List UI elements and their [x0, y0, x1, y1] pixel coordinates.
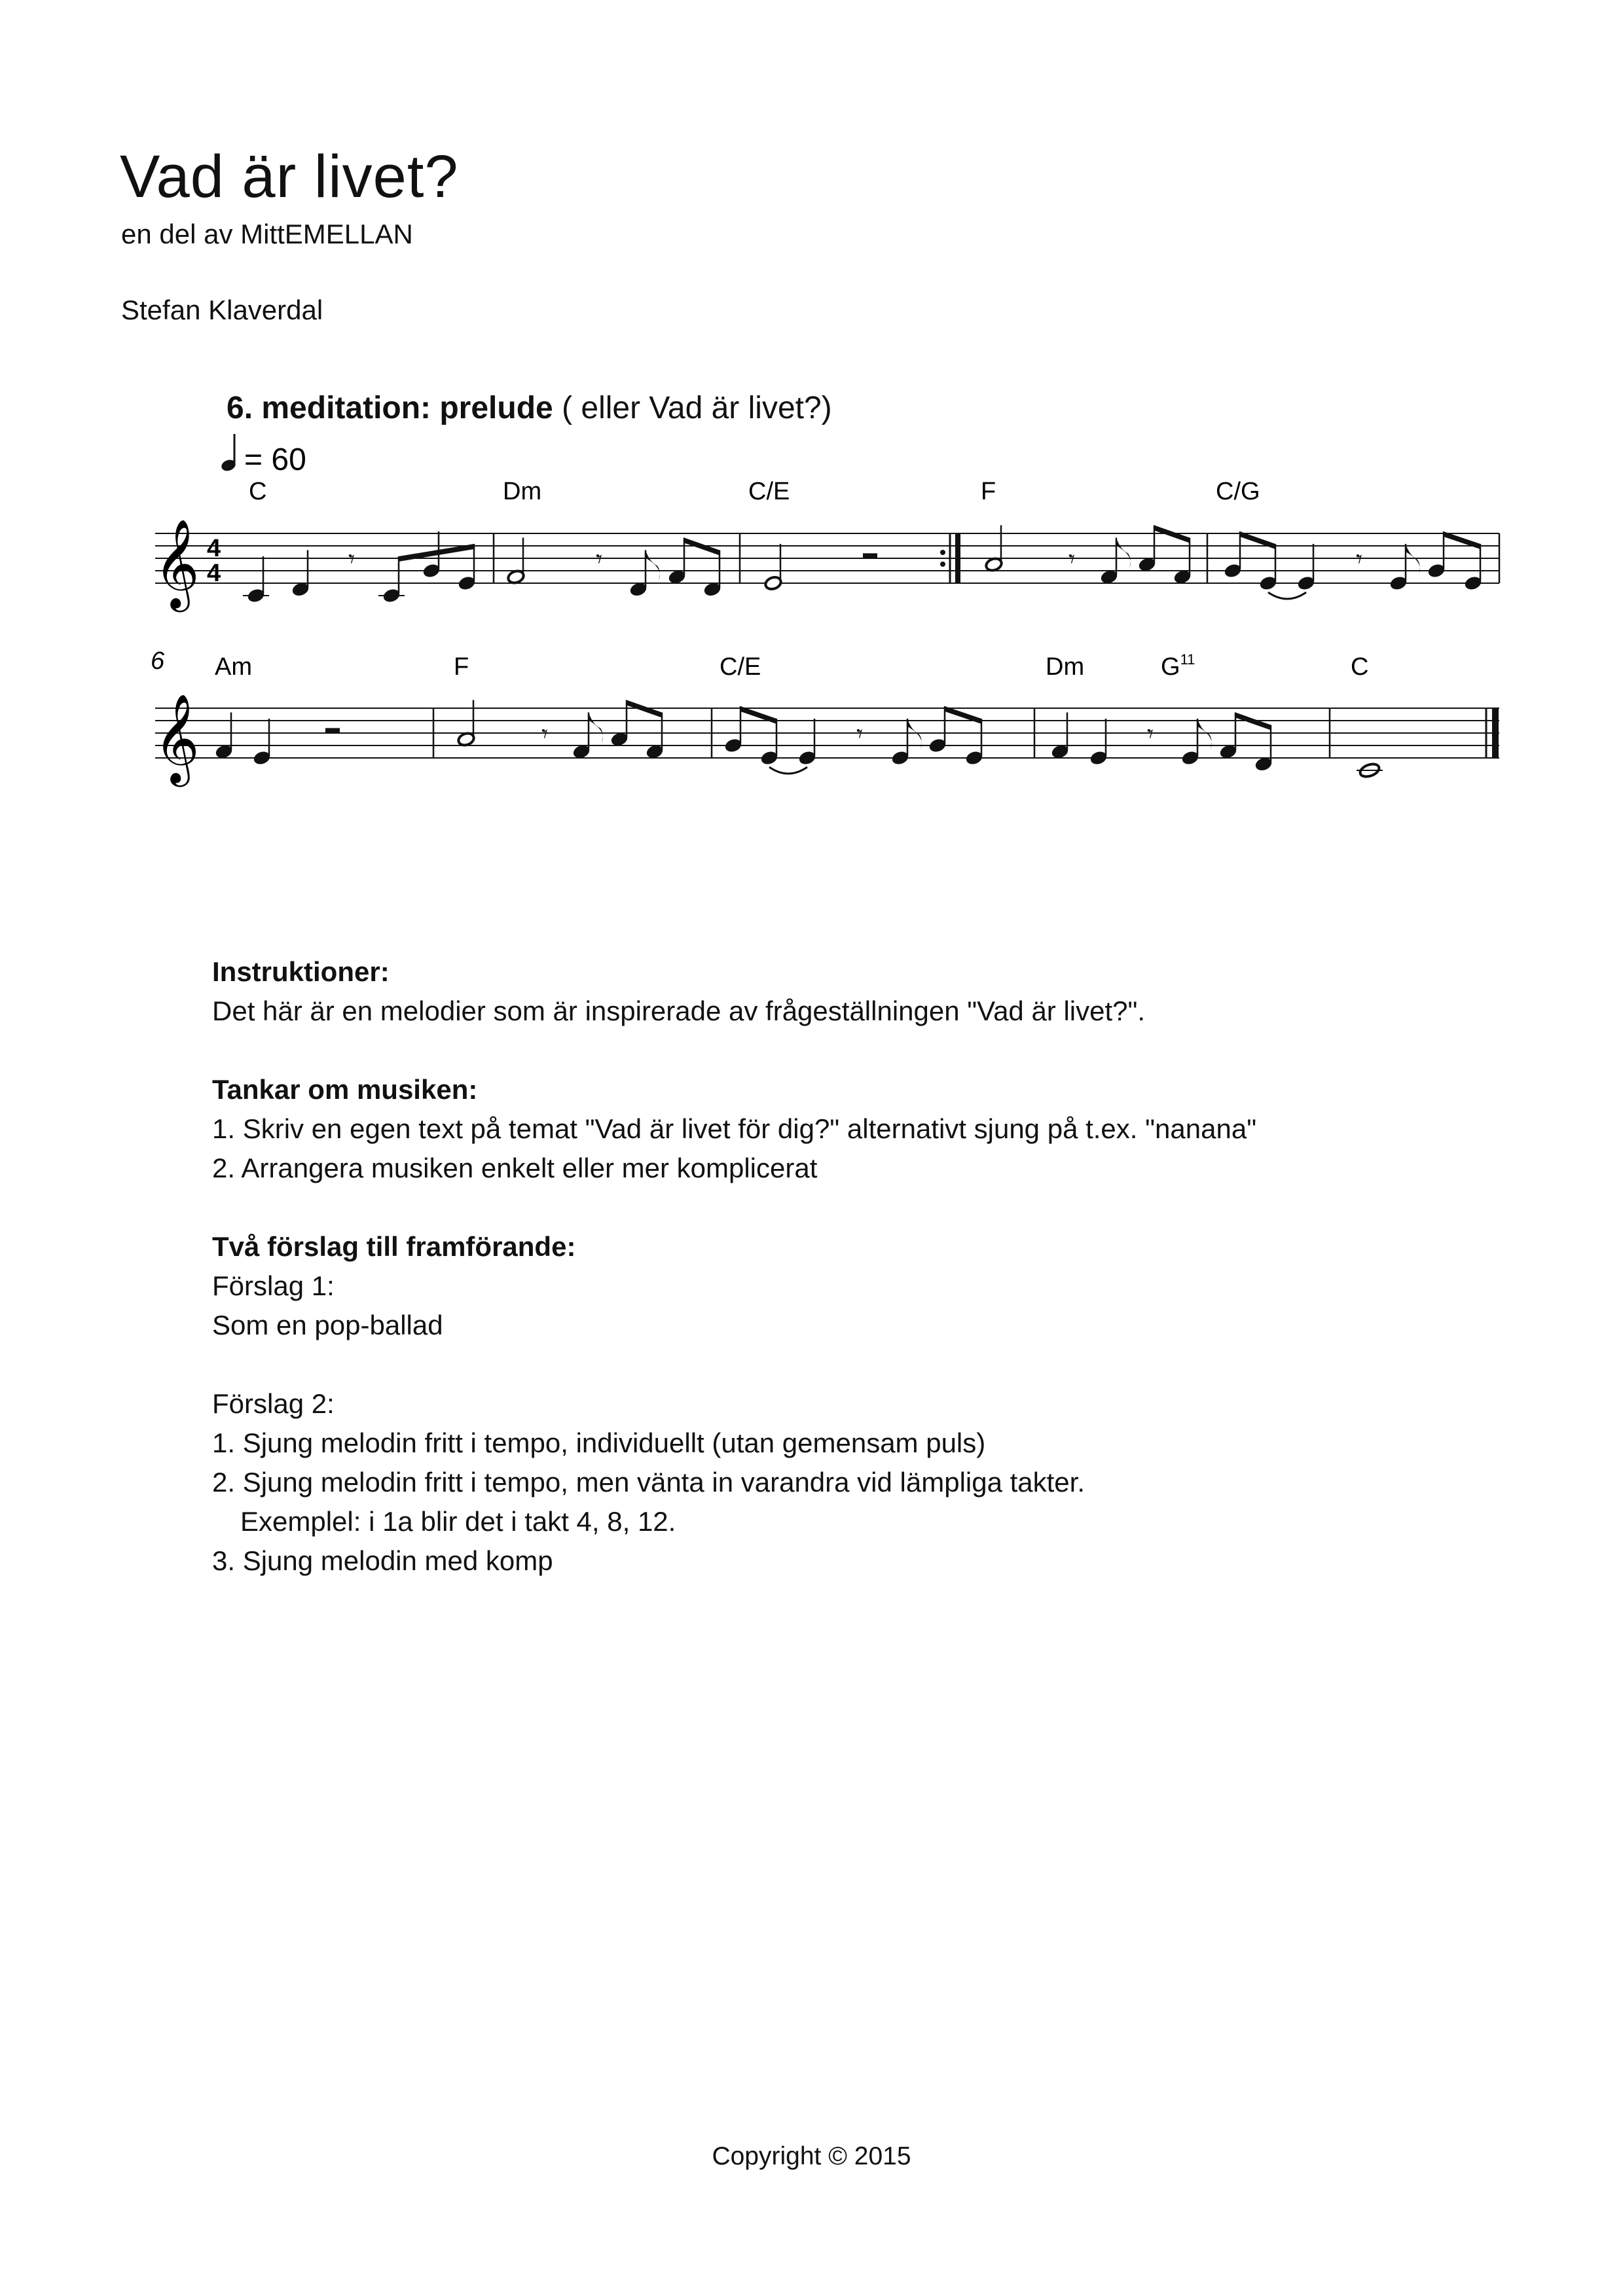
measure-number: 6 [151, 647, 165, 675]
half-rest-icon: ▬ [863, 545, 877, 561]
proposal-1-text: Som en pop-ballad [212, 1310, 443, 1340]
note-tie [1268, 592, 1306, 599]
note-flag [589, 713, 603, 743]
chord-symbol: C [1351, 653, 1369, 681]
notes-system-2 [215, 700, 1383, 780]
half-rest-icon: ▬ [325, 719, 340, 736]
document-subtitle: en del av MittEMELLAN [121, 219, 413, 249]
proposal-2-item: 3. Sjung melodin med komp [212, 1545, 553, 1576]
eighth-rest-icon: 𝄾 [1068, 546, 1076, 573]
chord-symbol: C/E [720, 653, 761, 681]
instructions-section [212, 952, 1456, 1581]
copyright-notice: Copyright © 2015 [712, 2142, 911, 2170]
eighth-rest-icon: 𝄾 [348, 546, 356, 573]
staff-lines-2 [155, 708, 1499, 758]
proposal-2-item: 2. Sjung melodin fritt i tempo, men vänta in varandra vid lämpliga takter. [212, 1467, 1085, 1498]
proposal-1-label: Förslag 1: [212, 1270, 335, 1301]
chord-symbol: C/G [1216, 478, 1260, 505]
tempo-value: = 60 [244, 442, 306, 477]
eighth-rest-icon: 𝄾 [1147, 721, 1154, 748]
instructions-heading: Instruktioner: [212, 956, 390, 987]
chord-symbol: Dm [503, 478, 542, 505]
score-heading-bold: 6. meditation: prelude [227, 391, 553, 425]
chord-root: G [1161, 653, 1180, 681]
score-heading-rest: ( eller Vad är livet?) [553, 391, 832, 425]
note-tie [769, 767, 807, 774]
chord-symbol: C/E [748, 478, 790, 505]
treble-clef-icon: 𝄞 [154, 695, 200, 781]
chord-symbol: C [249, 478, 267, 505]
eighth-rest-icon: 𝄾 [541, 721, 549, 748]
staff-system-1 [154, 478, 1499, 612]
note-flag [646, 550, 660, 581]
proposal-2-item-example: Exemplel: i 1a blir det i takt 4, 8, 12. [240, 1506, 676, 1537]
chord-superscript: 11 [1180, 651, 1195, 668]
proposal-2-item: 1. Sjung melodin fritt i tempo, individuellt (utan gemensam puls) [212, 1427, 986, 1458]
music-thought-item: 1. Skriv en egen text på temat "Vad är livet för dig?" alternativt sjung på t.ex. "nanana" [212, 1113, 1257, 1144]
proposal-2-label: Förslag 2: [212, 1388, 335, 1419]
staff-system-2 [151, 647, 1499, 787]
staff-lines-1 [155, 533, 1499, 583]
document-title: Vad är livet? [120, 143, 459, 210]
chord-symbol: F [981, 478, 996, 505]
sheet-music [0, 0, 1623, 851]
composer-name: Stefan Klaverdal [121, 295, 323, 325]
tempo-marking [220, 434, 306, 477]
treble-clef-icon: 𝄞 [154, 520, 200, 607]
instructions-text: Det här är en melodier som är inspirerade av frågeställningen "Vad är livet?". [212, 996, 1146, 1026]
notes-system-1 [243, 526, 1482, 604]
chord-symbol: Dm [1046, 653, 1085, 681]
eighth-rest-icon: 𝄾 [856, 721, 864, 748]
eighth-rest-icon: 𝄾 [596, 546, 603, 573]
time-signature-top: 4 [207, 535, 221, 562]
eighth-rest-icon: 𝄾 [1356, 546, 1363, 573]
chord-symbol: Am [215, 653, 252, 681]
performance-proposals-heading: Två förslag till framförande: [212, 1231, 576, 1262]
music-thoughts-heading: Tankar om musiken: [212, 1074, 478, 1105]
note-flag [1116, 538, 1131, 568]
chord-symbol: F [454, 653, 469, 681]
music-thought-item: 2. Arrangera musiken enkelt eller mer komplicerat [212, 1153, 818, 1183]
chord-symbol [1161, 651, 1195, 681]
time-signature-bottom: 4 [207, 560, 221, 587]
